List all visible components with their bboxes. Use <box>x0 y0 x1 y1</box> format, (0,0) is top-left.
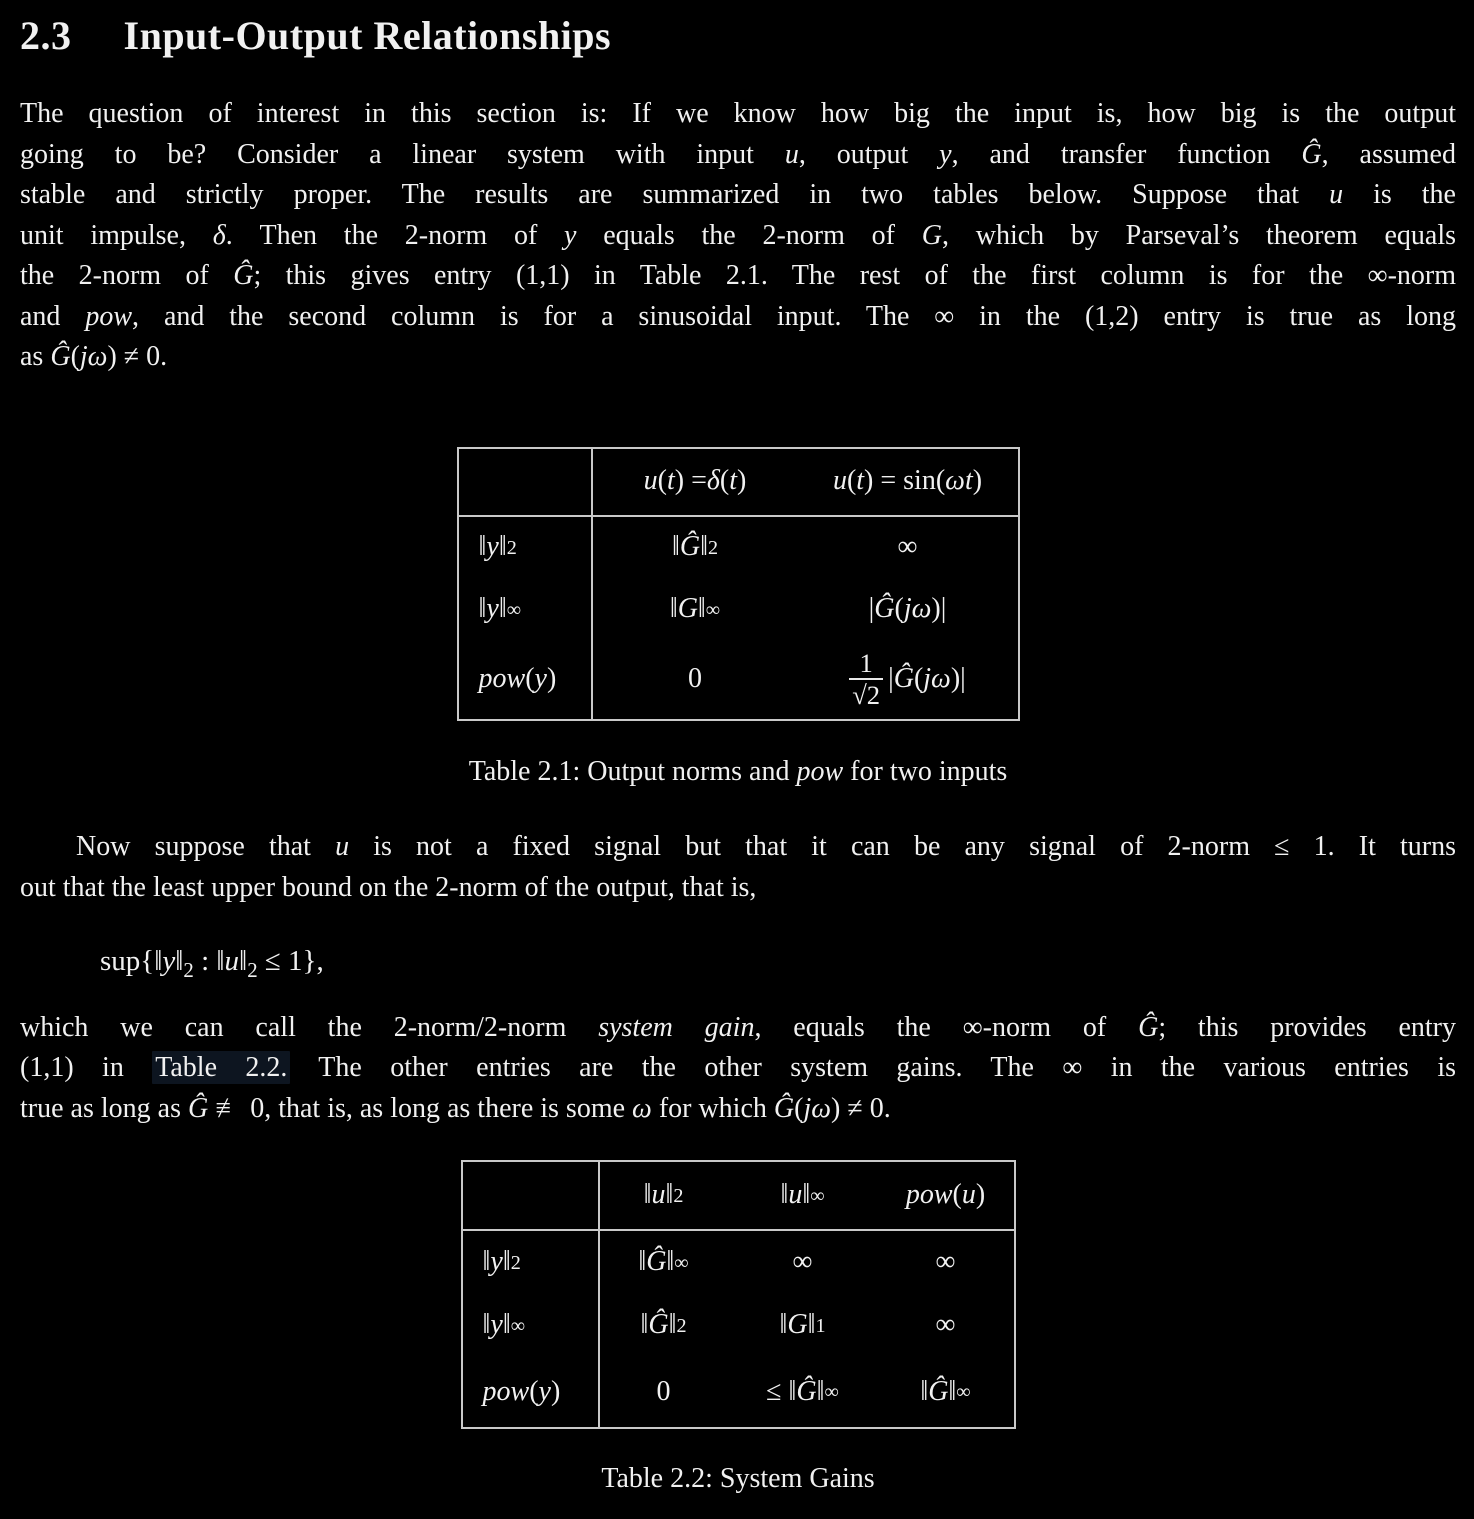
table-cell: 0 <box>688 663 702 695</box>
column-header: pow ( u ) <box>878 1162 1014 1231</box>
table-cell: 0 <box>656 1375 671 1407</box>
column-header: u ( t ) = sin( ωt ) <box>798 449 1018 517</box>
text-line: The question of interest in this section is: If we know how big the input is, how big is the output <box>20 98 1456 129</box>
table-cell: ≤ ‖ Ĝ ‖ ∞ <box>766 1375 839 1407</box>
text-line: going to be? Consider a linear system with input u, output y, and transfer function Ĝ, assumed <box>20 138 1456 170</box>
table-2-1-caption: Table 2.1: Output norms and pow for two inputs <box>468 755 1008 787</box>
table-corner-cell <box>459 449 593 517</box>
table-cell: ∞ <box>897 531 918 563</box>
table-cell: ‖ G ‖ ∞ <box>669 593 721 625</box>
section-number: 2.3 <box>20 13 72 58</box>
section-title: Input-Output Relationships <box>123 13 612 58</box>
column-header: ‖ u ‖ 2 <box>600 1162 728 1231</box>
row-label: ‖ y ‖ 2 <box>463 1231 600 1294</box>
table-2-1 <box>457 447 1020 721</box>
text-line: unit impulse, δ. Then the 2-norm of y equals the 2-norm of G, which by Parseval’s theorem equals <box>20 219 1456 251</box>
sup-equation: $sup\{‖y‖_2$ : $‖u‖_2 \le 1$}, <box>100 945 324 982</box>
table-cell: ‖ Ĝ ‖ 2 <box>640 1309 687 1341</box>
text-line: which we can call the 2-norm/2-norm system gain, equals the ∞-norm of Ĝ; this provides entry <box>20 1011 1457 1043</box>
fraction-denominator: √2 <box>849 678 883 710</box>
table-2-2 <box>461 1160 1016 1429</box>
text-line: the 2-norm of Ĝ; this gives entry (1,1) in Table 2.1. The rest of the first column is for the ∞-norm <box>20 260 1456 291</box>
paragraph-gains <box>20 1008 1456 1130</box>
table-cell: ‖ G ‖ 1 <box>779 1309 826 1341</box>
text-line: as Ĝ(jω) ≠ 0. <box>20 341 168 372</box>
table-cell-fraction <box>798 641 1018 719</box>
text-line: Now suppose that u is not a fixed signal but that it can be any signal of 2-norm ≤ 1. It turns <box>76 831 1457 862</box>
table-corner-cell <box>463 1162 600 1231</box>
text-line: out that the least upper bound on the 2-norm of the output, that is, <box>20 871 757 903</box>
fraction-factor: |Ĝ(jω)| <box>888 663 966 695</box>
text-line: stable and strictly proper. The results are summarized in two tables below. Suppose that u is the <box>20 179 1456 210</box>
fraction-numerator: 1 <box>859 647 873 678</box>
table-cell: ∞ <box>935 1309 956 1341</box>
row-label: ‖ y ‖ ∞ <box>463 1294 600 1357</box>
table-cell: ∞ <box>792 1246 813 1278</box>
table-cell: | Ĝ ( jω )| <box>868 593 947 625</box>
fraction <box>849 649 883 711</box>
text-line: true as long as Ĝ ≢ 0, that is, as long as there is some ω for which Ĝ(jω) ≠ 0. <box>20 1092 891 1124</box>
table-2-1-container <box>20 447 1456 721</box>
table-2-2-link-highlight[interactable]: Table 2.2. <box>152 1051 290 1084</box>
paragraph-intro <box>20 94 1456 378</box>
table-2-2-container <box>20 1160 1456 1429</box>
text-line: and pow, and the second column is for a sinusoidal input. The ∞ in the (1,2) entry is true as long <box>20 300 1456 332</box>
section-heading <box>20 12 1456 60</box>
table-cell: ‖ Ĝ ‖ ∞ <box>920 1375 971 1407</box>
column-header: ‖ u ‖ ∞ <box>728 1162 878 1231</box>
row-label: pow ( y ) <box>463 1357 600 1427</box>
table-cell: ∞ <box>935 1246 956 1278</box>
paragraph-sup <box>20 827 1456 908</box>
row-label: ‖ y ‖ 2 <box>459 517 593 579</box>
text-line: (1,1) in Table 2.2. The other entries are the other system gains. The ∞ in the various entries is <box>20 1052 1456 1083</box>
column-header: u ( t ) = δ ( t ) <box>593 449 798 517</box>
table-2-2-caption: Table 2.2: System Gains <box>601 1463 875 1494</box>
table-cell: ‖ Ĝ ‖ ∞ <box>638 1246 689 1278</box>
row-label: ‖ y ‖ ∞ <box>459 579 593 641</box>
row-label: pow ( y ) <box>459 641 593 719</box>
table-cell: ‖ Ĝ ‖ 2 <box>671 531 719 563</box>
